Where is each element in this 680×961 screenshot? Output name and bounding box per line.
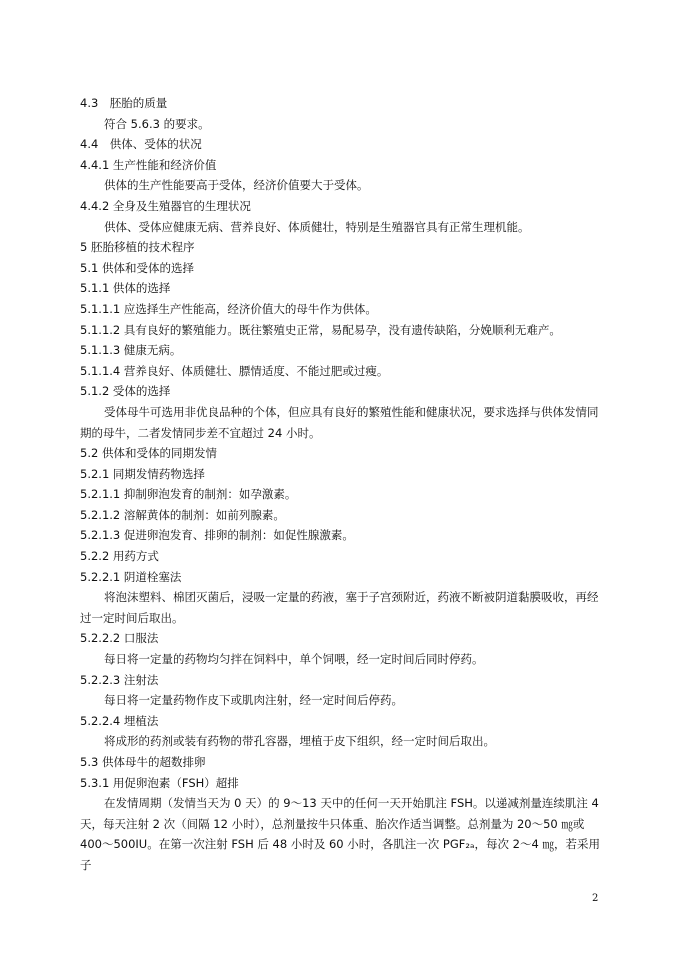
heading-5-2-2-2: 5.2.2.2 口服法 <box>80 631 159 646</box>
heading-5-2-2: 5.2.2 用药方式 <box>80 549 159 564</box>
heading-5-2-2-1: 5.2.2.1 阴道栓塞法 <box>80 569 182 584</box>
heading-5-2-1: 5.2.1 同期发情药物选择 <box>80 466 205 481</box>
para-4-4-2: 供体、受体应健康无病、营养良好、体质健壮，特别是生殖器官具有正常生理机能。 <box>104 219 530 234</box>
item-5-2-1-1: 5.2.1.1 抑制卵泡发育的制剂：如孕激素。 <box>80 487 297 502</box>
para-5-3-1: 在发情周期（发情当天为 0 天）的 9～13 天中的任何一天开始肌注 FSH。以递减剂量连续肌注 4 天，每天注射 2 次（间隔 12 小时），总剂量按牛只体重、胎次作适当调整。总剂量为 20～50 ㎎或 400～500IU。在第一次注射 FSH 后 48 小时及 60 小时，各肌注一次 PGF₂ₐ，每次 2～4 ㎎，若采用子 <box>80 796 600 872</box>
heading-4-4-1: 4.4.1 生产性能和经济价值 <box>80 157 217 172</box>
para-5-2-2-1: 将泡沫塑料、棉团灭菌后，浸吸一定量的药液，塞于子宫颈附近，药液不断被阴道黏膜吸收，再经过一定时间后取出。 <box>80 590 599 625</box>
heading-4-4-2: 4.4.2 全身及生殖器官的生理状况 <box>80 198 251 213</box>
para-5-2-2-3: 每日将一定量药物作皮下或肌肉注射，经一定时间后停药。 <box>104 693 403 708</box>
heading-5: 5 胚胎移植的技术程序 <box>80 240 195 255</box>
para-5-2-2-4: 将成形的药剂或装有药物的带孔容器，埋植于皮下组织，经一定时间后取出。 <box>104 734 495 749</box>
heading-5-1-2: 5.1.2 受体的选择 <box>80 384 171 399</box>
heading-4-4: 4.4 供体、受体的状况 <box>80 137 202 152</box>
item-5-2-1-3: 5.2.1.3 促进卵泡发育、排卵的制剂：如促性腺激素。 <box>80 528 354 543</box>
item-5-2-1-2: 5.2.1.2 溶解黄体的制剂：如前列腺素。 <box>80 507 285 522</box>
heading-4-3: 4.3 胚胎的质量 <box>80 96 168 110</box>
para-4-4-1: 供体的生产性能要高于受体，经济价值要大于受体。 <box>104 178 369 193</box>
heading-5-3: 5.3 供体母牛的超数排卵 <box>80 755 206 769</box>
item-5-1-1-2: 5.1.1.2 具有良好的繁殖能力。既往繁殖史正常，易配易孕，没有遗传缺陷，分娩顺利无难产。 <box>80 322 561 337</box>
heading-5-1: 5.1 供体和受体的选择 <box>80 260 194 275</box>
page-number: 2 <box>592 893 599 904</box>
heading-5-3-1: 5.3.1 用促卵泡素（FSH）超排 <box>80 775 239 790</box>
item-5-1-1-1: 5.1.1.1 应选择生产性能高，经济价值大的母牛作为供体。 <box>80 301 377 316</box>
heading-5-2-2-3: 5.2.2.3 注射法 <box>80 672 159 687</box>
para-4-3: 符合 5.6.3 的要求。 <box>104 116 210 131</box>
para-5-1-2: 受体母牛可选用非优良品种的个体，但应具有良好的繁殖性能和健康状况，要求选择与供体发情同期的母牛，二者发情同步差不宜超过 24 小时。 <box>80 404 599 440</box>
heading-5-1-1: 5.1.1 供体的选择 <box>80 281 171 296</box>
heading-5-2: 5.2 供体和受体的同期发情 <box>80 446 217 461</box>
para-5-2-2-2: 每日将一定量的药物均匀拌在饲料中，单个饲喂，经一定时间后同时停药。 <box>104 652 484 667</box>
document-body <box>80 93 600 876</box>
item-5-1-1-3: 5.1.1.3 健康无病。 <box>80 343 182 358</box>
item-5-1-1-4: 5.1.1.4 营养良好、体质健壮、膘情适度、不能过肥或过瘦。 <box>80 363 389 378</box>
heading-5-2-2-4: 5.2.2.4 埋植法 <box>80 713 159 728</box>
